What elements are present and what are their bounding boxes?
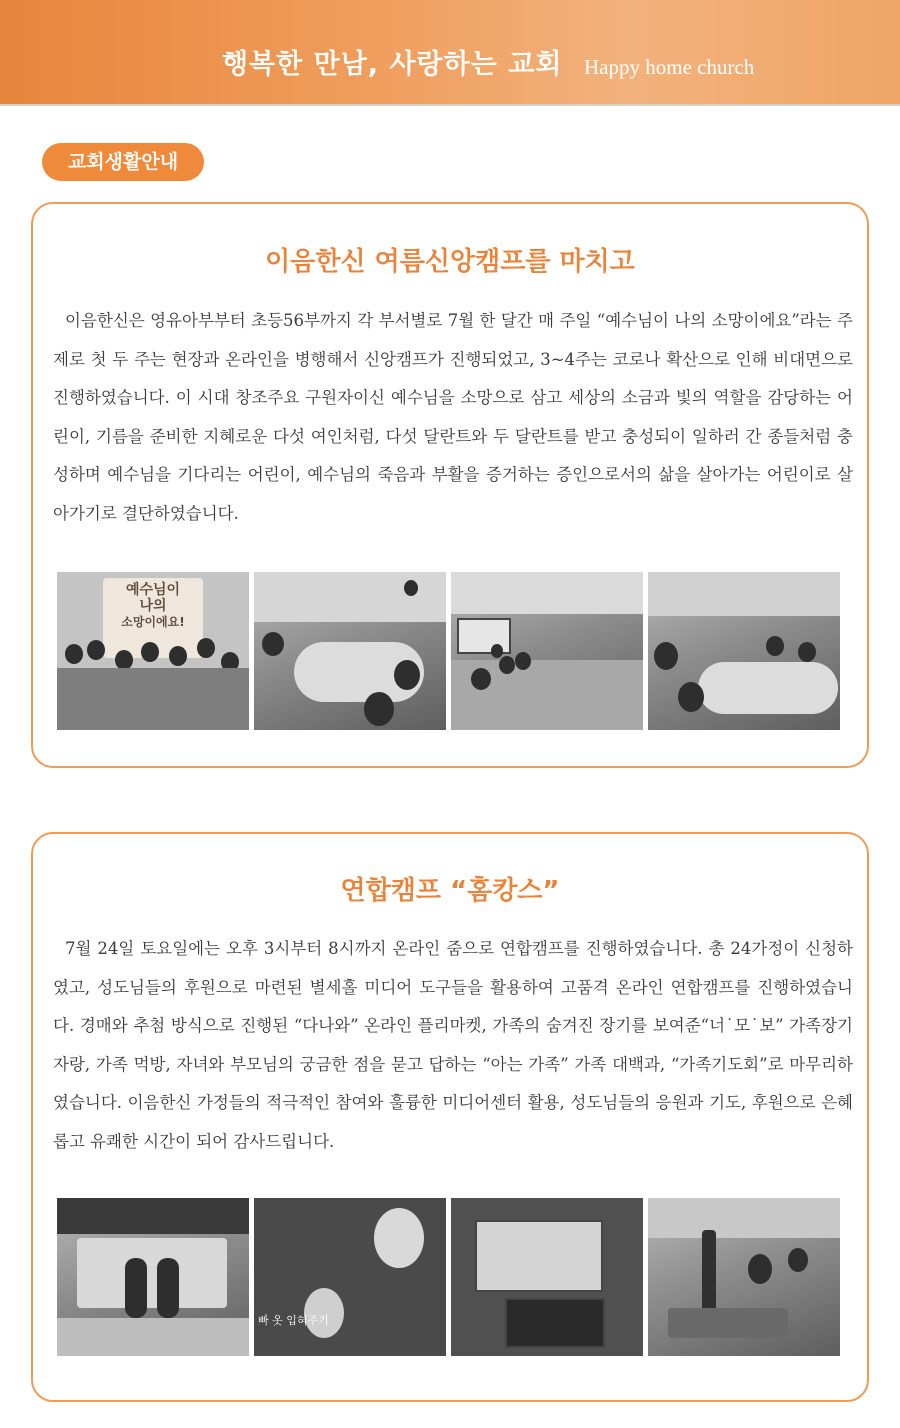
photo-zoom-performer: [254, 1198, 446, 1356]
article-title: 연합캠프 “홈캉스”: [340, 876, 560, 906]
photo-table-room: [254, 572, 446, 730]
header-subtitle: Happy home church: [584, 55, 755, 79]
banner-line: 소망이에요!: [121, 615, 185, 629]
photo-strip: [57, 1198, 841, 1356]
article-body: 7월 24일 토요일에는 오후 3시부터 8시까지 온라인 줌으로 연합캠프를 진행하였습니다. 총 24가정이 신청하였고, 성도님들의 후원으로 마련된 별세홀 미디어 도구들을 활용하여 고품격 온라인 연합캠프를 진행하였습니다. 경매와 추첨 방식으로 진행된 “다나와” 온라인 플리마켓, 가족의 숨겨진 장기를 보여준“너˙모˙보” 가족장기자랑, 가족 먹방, 자녀와 부모님의 궁금한 점을 묻고 답하는 “아는 가족” 가족 대백과, “가족기도회”로 마무리하였습니다. 이음한신 가정들의 적극적인 참여와 훌륭한 미디어센터 활용, 성도님들의 응원과 기도, 후원으로 은혜롭고 유쾌한 시간이 되어 감사드립니다.: [53, 939, 853, 1151]
banner-line: 예수님이: [125, 582, 181, 598]
article-card-home-camp: [31, 832, 869, 1402]
banner-line: 나의: [139, 598, 167, 614]
photo-classroom: [648, 572, 840, 730]
article-body: 이음한신은 영유아부부터 초등56부까지 각 부서별로 7월 한 달간 매 주일 “예수님이 나의 소망이에요”라는 주제로 첫 두 주는 현장과 온라인을 병행해서 신앙캠프가 진행되었고, 3~4주는 코로나 확산으로 인해 비대면으로 진행하였습니다. 이 시대 창조주요 구원자이신 예수님을 소망으로 삼고 세상의 소금과 빛의 역할을 감당하는 어린이, 기름을 준비한 지혜로운 다섯 여인처럼, 다섯 달란트와 두 달란트를 받고 충성되이 일하러 간 종들처럼 충성하며 예수님을 기다리는 어린이, 예수님의 죽음과 부활을 증거하는 증인으로서의 삶을 살아가는 어린이로 살아가기로 결단하였습니다.: [53, 311, 853, 523]
photo-group-banner: [57, 572, 249, 730]
article-card-summer-camp: [31, 202, 869, 768]
photo-media-crew: [648, 1198, 840, 1356]
section-tag: 교회생활안내: [42, 143, 204, 181]
photo-stage: [57, 1198, 249, 1356]
photo-zoom-screens: [451, 1198, 643, 1356]
photo-caption: 빠 옷 입혀주기: [258, 1314, 329, 1327]
photo-hall: [451, 572, 643, 730]
header-title: 행복한 만남, 사랑하는 교회: [222, 49, 563, 80]
page-header: [0, 0, 900, 106]
photo-strip: [57, 572, 841, 730]
article-title: 이음한신 여름신앙캠프를 마치고: [265, 247, 635, 277]
